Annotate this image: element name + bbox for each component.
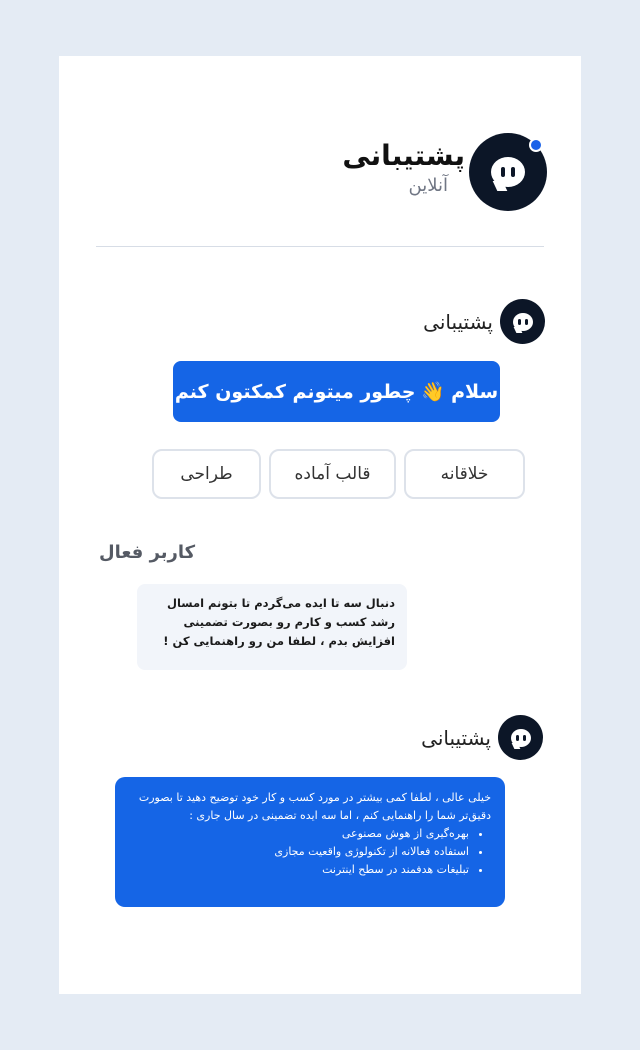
list-item: • بهره‌گیری از هوش مصنوعی — [129, 825, 469, 843]
greeting-message — [173, 361, 500, 422]
header-title: پشتیبانی — [342, 139, 465, 172]
header-divider — [96, 246, 544, 247]
chip-creative[interactable]: خلاقانه — [404, 449, 525, 499]
chip-design[interactable]: طراحی — [152, 449, 261, 499]
online-indicator — [529, 138, 543, 152]
greeting-text: سلام — [451, 380, 499, 403]
list-item: • استفاده فعالانه از تکنولوژی واقعیت مجازی — [129, 843, 469, 861]
agent-name: پشتیبانی — [423, 310, 493, 334]
reply-list — [129, 825, 491, 879]
list-item: • تبلیغات هدفمند در سطح اینترنت — [129, 861, 469, 879]
reply-intro: خیلی عالی ، لطفا کمی بیشتر در مورد کسب و کار خود توضیح دهید تا بصورت دقیق‌تر شما را راهنمایی کنم ، اما سه ایده تضمینی در سال جاری : — [138, 791, 491, 822]
waving-hand-icon: 👋 — [421, 381, 446, 403]
agent-avatar — [498, 715, 543, 760]
agent-avatar — [500, 299, 545, 344]
chat-card — [59, 56, 581, 994]
chat-bubble-icon — [511, 729, 531, 747]
agent-reply — [115, 777, 505, 907]
agent-name: پشتیبانی — [421, 726, 491, 750]
user-message: دنبال سه تا ایده می‌گردم تا بتونم امسال رشد کسب و کارم رو بصورت تضمینی افزایش بدم ، لطفا من رو راهنمایی کن ! — [137, 584, 407, 670]
chip-template[interactable]: قالب آماده — [269, 449, 396, 499]
chat-bubble-icon — [513, 313, 533, 331]
user-name: کاربر فعال — [99, 542, 196, 563]
chat-bubble-icon — [491, 157, 525, 187]
header-status: آنلاین — [408, 175, 448, 196]
greeting-rest-text: چطور میتونم کمکتون کنم — [174, 380, 416, 403]
